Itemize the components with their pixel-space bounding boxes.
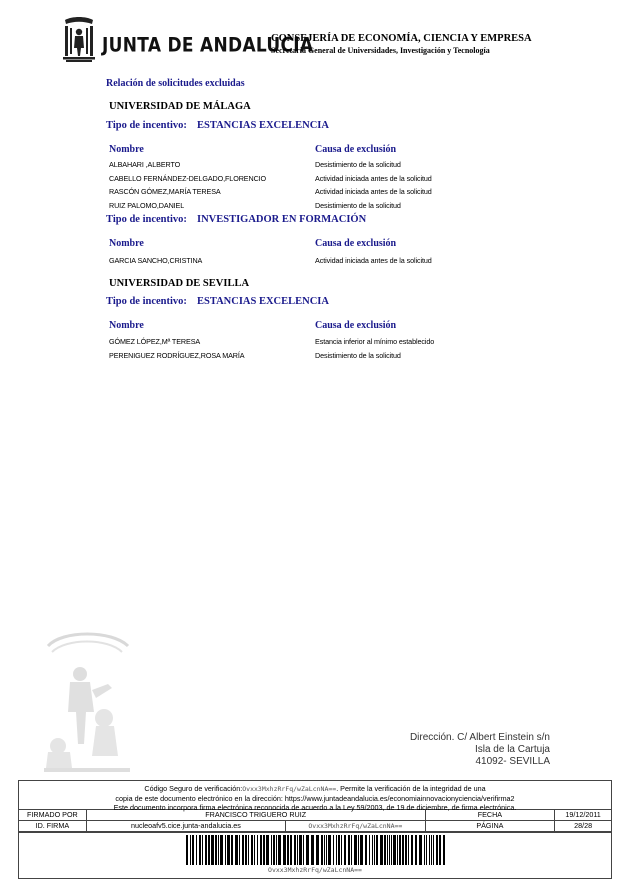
row-nombre: PERENIGUEZ RODRÍGUEZ,ROSA MARÍA — [109, 351, 245, 360]
signature-id-row — [19, 821, 611, 832]
barcode-bar — [273, 835, 275, 865]
row-causa: Estancia inferior al mínimo establecido — [315, 337, 435, 346]
row-causa: Desistimiento de la solicitud — [315, 201, 401, 210]
firmado-por-label: FIRMADO POR — [19, 810, 87, 820]
barcode-bar — [354, 835, 357, 865]
barcode-bar — [326, 835, 327, 865]
barcode-bar — [369, 835, 370, 865]
barcode-bar — [402, 835, 404, 865]
secretaria-subtitle: Secretaría General de Universidades, Investigación y Tecnología — [271, 46, 490, 55]
barcode-bar — [283, 835, 286, 865]
row-causa: Desistimiento de la solicitud — [315, 351, 401, 360]
barcode-bar — [389, 835, 390, 865]
barcode-bar — [426, 835, 427, 865]
barcode-bar — [316, 835, 319, 865]
barcode-bar — [374, 835, 375, 865]
verification-suffix: . Permite la verificación de la integridad de una — [336, 784, 486, 793]
column-header-nombre: Nombre — [109, 144, 144, 155]
barcode-bar — [192, 835, 194, 865]
tipo-incentivo-value: INVESTIGADOR EN FORMACIÓN — [197, 214, 367, 225]
barcode-bar — [263, 835, 265, 865]
barcode-bar — [248, 835, 249, 865]
barcode-bar — [276, 835, 277, 865]
barcode-bar — [333, 835, 334, 865]
university-heading: UNIVERSIDAD DE MÁLAGA — [109, 101, 251, 112]
tipo-incentivo-value: ESTANCIAS EXCELENCIA — [197, 120, 329, 131]
signature-footer — [18, 780, 612, 879]
pagina-label: PÁGINA — [426, 821, 556, 831]
barcode-bar — [266, 835, 269, 865]
barcode-bar — [387, 835, 388, 865]
barcode-bar — [254, 835, 255, 865]
barcode-bar — [358, 835, 359, 865]
signed-by-row — [19, 810, 611, 821]
row-nombre: CABELLO FERNÁNDEZ-DELGADO,FLORENCIO — [109, 174, 267, 183]
barcode-bar — [415, 835, 417, 865]
barcode-bar — [231, 835, 233, 865]
barcode-bar — [348, 835, 350, 865]
barcode-bar — [431, 835, 432, 865]
barcode-bar — [433, 835, 434, 865]
barcode-bar — [436, 835, 438, 865]
verification-prefix: Código Seguro de verificación: — [144, 784, 243, 793]
row-nombre: RUIZ PALOMO,DANIEL — [109, 201, 185, 210]
barcode-bar — [245, 835, 247, 865]
column-header-nombre: Nombre — [109, 320, 144, 331]
barcode-bar — [271, 835, 272, 865]
barcode-bar — [260, 835, 262, 865]
row-nombre: ALBAHARI ,ALBERTO — [109, 160, 181, 169]
barcode-bar — [306, 835, 309, 865]
barcode-bar — [399, 835, 401, 865]
tipo-incentivo-value: ESTANCIAS EXCELENCIA — [197, 296, 329, 307]
address-line: Dirección. C/ Albert Einstein s/n — [409, 732, 550, 743]
tipo-incentivo-label: Tipo de incentivo: — [106, 296, 187, 307]
row-nombre: GÓMEZ LÓPEZ,Mª TERESA — [109, 337, 201, 346]
column-header-nombre: Nombre — [109, 238, 144, 249]
barcode-bar — [186, 835, 188, 865]
barcode-bar — [408, 835, 409, 865]
document-title: Relación de solicitudes excluidas — [106, 78, 245, 89]
barcode-bar — [239, 835, 240, 865]
barcode-bar — [299, 835, 302, 865]
barcode-bar — [235, 835, 238, 865]
barcode-bar — [220, 835, 223, 865]
barcode-bar — [311, 835, 314, 865]
verification-code: Ovxx3MxhzRrFq/wZaLcnNA== — [242, 785, 337, 793]
junta-emblem-icon — [62, 16, 96, 62]
university-heading: UNIVERSIDAD DE SEVILLA — [109, 278, 250, 289]
barcode-bar — [211, 835, 214, 865]
signature-law-line: Este documento incorpora firma electrónica reconocida de acuerdo a la Ley 59/2003, de 19 de diciembre, de firma electrónica. — [113, 803, 517, 812]
barcode-bar — [391, 835, 392, 865]
id-firma-value: nucleoafv5.cice.junta-andalucia.es — [87, 821, 286, 831]
id-firma-label: ID. FIRMA — [19, 821, 87, 831]
barcode-bar — [351, 835, 352, 865]
row-causa: Actividad iniciada antes de la solicitud — [315, 256, 432, 265]
barcode-bar — [336, 835, 337, 865]
barcode-area — [19, 832, 611, 878]
barcode-bar — [328, 835, 331, 865]
barcode-bar — [424, 835, 425, 865]
barcode-bar — [344, 835, 346, 865]
barcode-bar — [341, 835, 342, 865]
barcode-bar — [199, 835, 201, 865]
row-causa: Actividad iniciada antes de la solicitud — [315, 187, 432, 196]
consejeria-title: CONSEJERÍA DE ECONOMÍA, CIENCIA Y EMPRESA — [271, 33, 532, 44]
address-line: 41092- SEVILLA — [475, 756, 550, 767]
row-nombre: GARCIA SANCHO,CRISTINA — [109, 256, 203, 265]
barcode-bar — [225, 835, 226, 865]
barcode-bar — [429, 835, 430, 865]
barcode-bar — [278, 835, 281, 865]
barcode-bar — [303, 835, 304, 865]
barcode-bar — [290, 835, 292, 865]
barcode-bar — [393, 835, 396, 865]
column-header-causa: Causa de exclusión — [315, 144, 397, 155]
barcode-bar — [294, 835, 296, 865]
pagina-value: 28/28 — [574, 821, 593, 830]
barcode-bar — [215, 835, 217, 865]
barcode-bar — [324, 835, 325, 865]
logo-text: JUNTA DE ANDALUCIA — [102, 34, 314, 57]
junta-logo — [62, 16, 314, 62]
barcode-bar — [376, 835, 378, 865]
barcode-bar — [202, 835, 203, 865]
column-header-causa: Causa de exclusión — [315, 320, 397, 331]
barcode-bar — [365, 835, 367, 865]
verification-notice — [19, 781, 611, 810]
barcode-icon — [186, 835, 446, 865]
barcode-bar — [190, 835, 191, 865]
barcode-bar — [287, 835, 289, 865]
barcode-bar — [257, 835, 258, 865]
barcode-bar — [196, 835, 197, 865]
barcode-bar — [443, 835, 445, 865]
barcode-bar — [338, 835, 340, 865]
column-header-causa: Causa de exclusión — [315, 238, 397, 249]
barcode-bar — [419, 835, 422, 865]
barcode-bar — [251, 835, 253, 865]
row-causa: Actividad iniciada antes de la solicitud — [315, 174, 432, 183]
fecha-label: FECHA — [426, 810, 556, 820]
barcode-bar — [439, 835, 441, 865]
firmado-por-value: FRANCISCO TRIGUERO RUIZ — [87, 810, 426, 820]
address-line: Isla de la Cartuja — [474, 744, 550, 755]
barcode-bar — [380, 835, 383, 865]
barcode-bar — [321, 835, 323, 865]
id-firma-code: Ovxx3MxhzRrFq/wZaLcnNA== — [286, 821, 426, 831]
tipo-incentivo-label: Tipo de incentivo: — [106, 214, 187, 225]
barcode-bar — [397, 835, 398, 865]
row-causa: Desistimiento de la solicitud — [315, 160, 401, 169]
hercules-watermark-icon — [42, 626, 132, 774]
barcode-text: Ovxx3MxhzRrFq/wZaLcnNA== — [268, 866, 362, 874]
tipo-incentivo-label: Tipo de incentivo: — [106, 120, 187, 131]
barcode-bar — [360, 835, 363, 865]
barcode-bar — [411, 835, 413, 865]
verification-url-line: copia de este documento electrónico en la dirección: https://www.juntadeandalucia.es/economiainnovacionyciencia/verifirma2 — [115, 794, 515, 803]
barcode-bar — [218, 835, 219, 865]
barcode-bar — [208, 835, 210, 865]
row-nombre: RASCÓN GÓMEZ,MARÍA TERESA — [109, 187, 221, 196]
barcode-bar — [297, 835, 298, 865]
barcode-bar — [372, 835, 373, 865]
barcode-bar — [242, 835, 244, 865]
barcode-bar — [405, 835, 407, 865]
barcode-bar — [227, 835, 230, 865]
fecha-value: 19/12/2011 — [565, 810, 601, 819]
barcode-bar — [384, 835, 386, 865]
barcode-bar — [205, 835, 207, 865]
